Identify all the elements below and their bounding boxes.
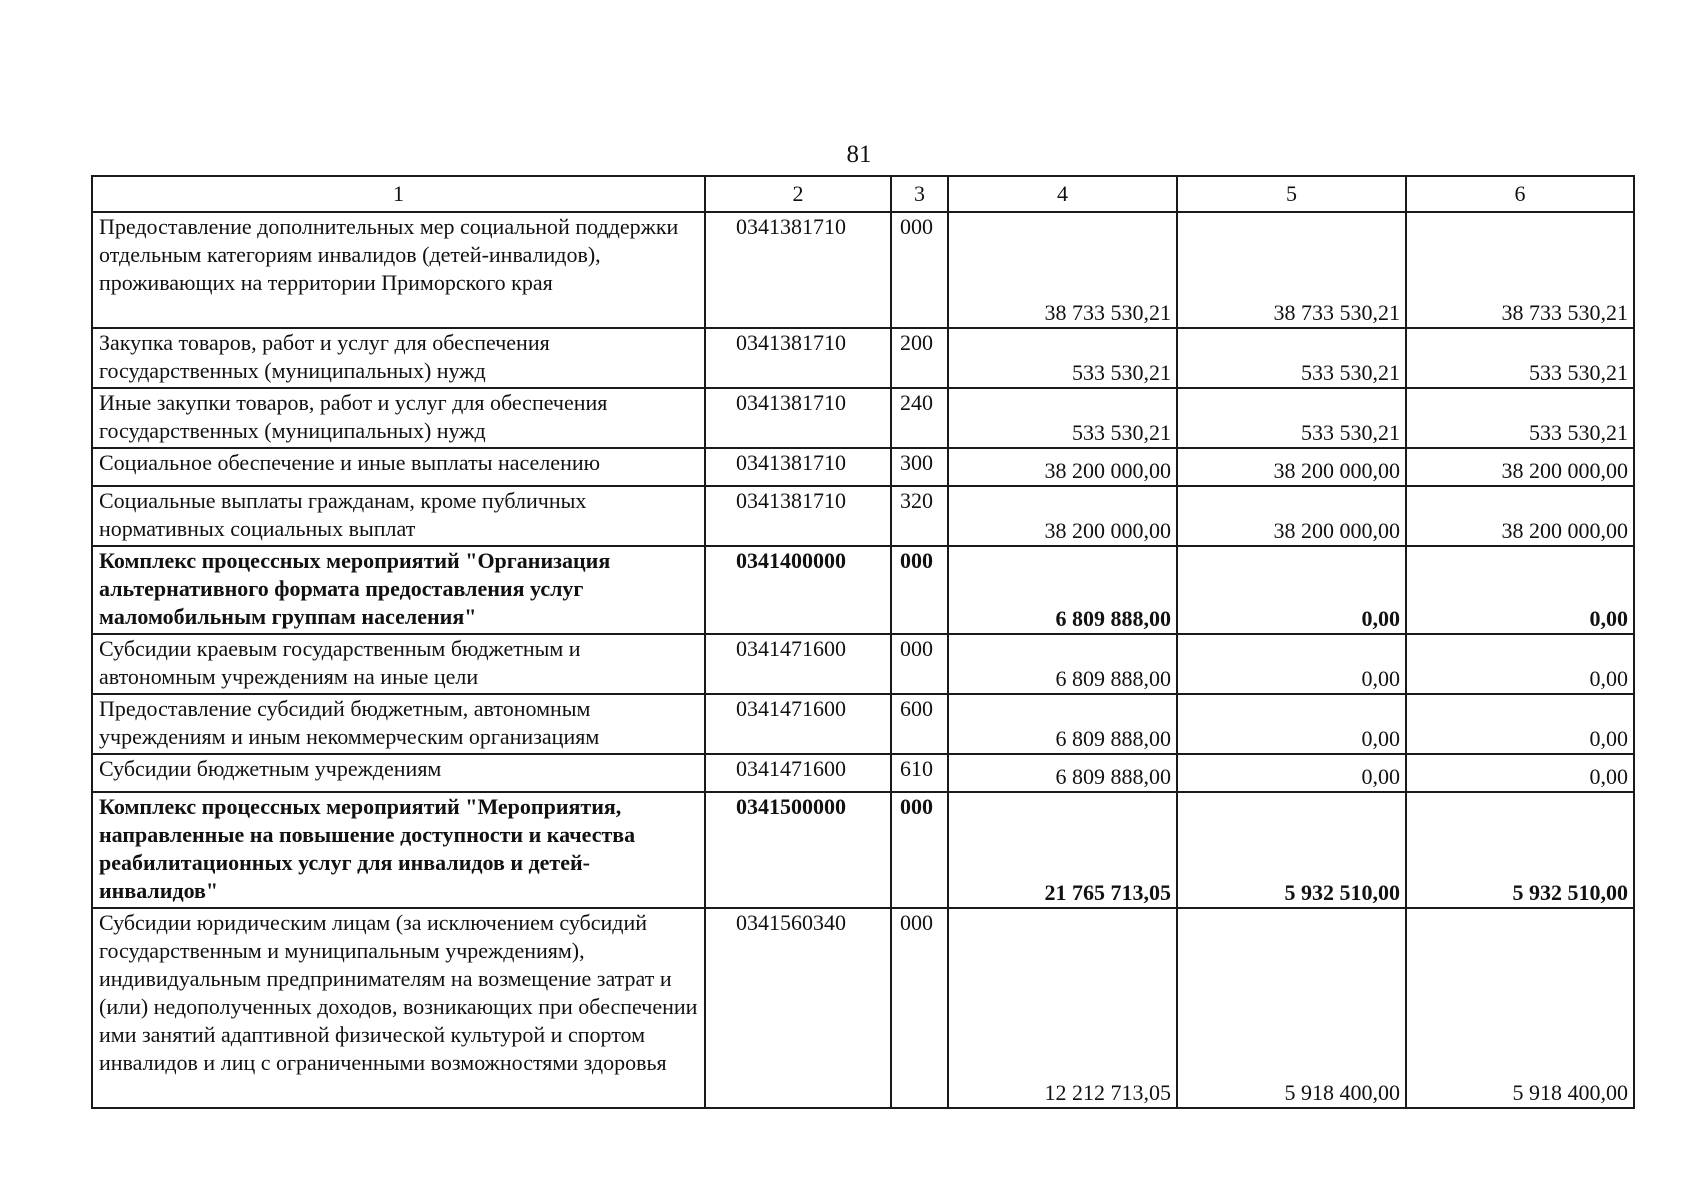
row-amount-col6: 0,00 — [1406, 546, 1634, 634]
header-col-1: 1 — [92, 176, 705, 212]
budget-table — [91, 175, 1635, 1109]
row-amount-col4: 533 530,21 — [948, 388, 1177, 448]
header-col-6: 6 — [1406, 176, 1634, 212]
row-code-cell: 0341471600 — [705, 634, 891, 694]
table-row — [92, 908, 1634, 1108]
table-body — [92, 212, 1634, 1108]
row-amount-col4: 21 765 713,05 — [948, 792, 1177, 908]
row-amount-col4: 38 733 530,21 — [948, 212, 1177, 328]
row-code-cell: 0341500000 — [705, 792, 891, 908]
header-col-5: 5 — [1177, 176, 1406, 212]
row-amount-col5: 533 530,21 — [1177, 328, 1406, 388]
table-row — [92, 546, 1634, 634]
row-name-cell: Комплекс процессных мероприятий "Организация альтернативного формата предоставления услуг маломобильным группам населения" — [92, 546, 705, 634]
row-kvr-cell: 000 — [891, 212, 948, 328]
row-code-cell: 0341381710 — [705, 328, 891, 388]
row-amount-col6: 0,00 — [1406, 754, 1634, 792]
row-amount-col4: 12 212 713,05 — [948, 908, 1177, 1108]
row-name-cell: Предоставление субсидий бюджетным, автономным учреждениям и иным некоммерческим организациям — [92, 694, 705, 754]
row-kvr-cell: 610 — [891, 754, 948, 792]
row-amount-col6: 38 200 000,00 — [1406, 448, 1634, 486]
row-code-cell: 0341471600 — [705, 694, 891, 754]
header-col-3: 3 — [891, 176, 948, 212]
row-amount-col5: 0,00 — [1177, 546, 1406, 634]
row-amount-col5: 533 530,21 — [1177, 388, 1406, 448]
row-amount-col4: 533 530,21 — [948, 328, 1177, 388]
row-amount-col6: 533 530,21 — [1406, 388, 1634, 448]
table-row — [92, 634, 1634, 694]
row-kvr-cell: 000 — [891, 792, 948, 908]
row-code-cell: 0341381710 — [705, 486, 891, 546]
table-row — [92, 486, 1634, 546]
table-row — [92, 448, 1634, 486]
header-col-2: 2 — [705, 176, 891, 212]
table-row — [92, 792, 1634, 908]
row-code-cell: 0341400000 — [705, 546, 891, 634]
page-number: 81 — [846, 141, 872, 168]
row-kvr-cell: 300 — [891, 448, 948, 486]
row-amount-col6: 0,00 — [1406, 694, 1634, 754]
row-kvr-cell: 000 — [891, 634, 948, 694]
row-amount-col4: 38 200 000,00 — [948, 486, 1177, 546]
row-amount-col5: 38 200 000,00 — [1177, 486, 1406, 546]
row-code-cell: 0341381710 — [705, 212, 891, 328]
header-col-4: 4 — [948, 176, 1177, 212]
row-amount-col4: 6 809 888,00 — [948, 694, 1177, 754]
row-amount-col6: 5 932 510,00 — [1406, 792, 1634, 908]
row-amount-col5: 38 733 530,21 — [1177, 212, 1406, 328]
row-amount-col4: 6 809 888,00 — [948, 546, 1177, 634]
row-kvr-cell: 320 — [891, 486, 948, 546]
row-name-cell: Субсидии бюджетным учреждениям — [92, 754, 705, 792]
row-amount-col5: 0,00 — [1177, 634, 1406, 694]
row-amount-col6: 38 733 530,21 — [1406, 212, 1634, 328]
row-amount-col5: 0,00 — [1177, 694, 1406, 754]
row-name-cell: Предоставление дополнительных мер социальной поддержки отдельным категориям инвалидов (детей-инвалидов), проживающих на территории Приморского края — [92, 212, 705, 328]
table-row — [92, 328, 1634, 388]
table-row — [92, 212, 1634, 328]
row-kvr-cell: 000 — [891, 546, 948, 634]
row-kvr-cell: 600 — [891, 694, 948, 754]
row-name-cell: Комплекс процессных мероприятий "Мероприятия, направленные на повышение доступности и качества реабилитационных услуг для инвалидов и детей-инвалидов" — [92, 792, 705, 908]
row-amount-col5: 0,00 — [1177, 754, 1406, 792]
row-amount-col5: 38 200 000,00 — [1177, 448, 1406, 486]
row-code-cell: 0341381710 — [705, 388, 891, 448]
row-name-cell: Субсидии юридическим лицам (за исключением субсидий государственным и муниципальным учреждениям), индивидуальным предпринимателям на возмещение затрат и (или) недополученных доходов, возникающих при обеспечении ими занятий адаптивной физической культурой и спортом инвалидов и лиц с ограниченными возможностями здоровья — [92, 908, 705, 1108]
table-row — [92, 754, 1634, 792]
table-row — [92, 694, 1634, 754]
row-amount-col6: 38 200 000,00 — [1406, 486, 1634, 546]
row-kvr-cell: 240 — [891, 388, 948, 448]
row-amount-col4: 6 809 888,00 — [948, 634, 1177, 694]
table-row — [92, 388, 1634, 448]
row-amount-col6: 5 918 400,00 — [1406, 908, 1634, 1108]
row-name-cell: Социальные выплаты гражданам, кроме публичных нормативных социальных выплат — [92, 486, 705, 546]
row-amount-col4: 38 200 000,00 — [948, 448, 1177, 486]
header-row — [92, 176, 1634, 212]
row-code-cell: 0341471600 — [705, 754, 891, 792]
row-amount-col4: 6 809 888,00 — [948, 754, 1177, 792]
row-name-cell: Субсидии краевым государственным бюджетным и автономным учреждениям на иные цели — [92, 634, 705, 694]
row-kvr-cell: 200 — [891, 328, 948, 388]
row-amount-col5: 5 932 510,00 — [1177, 792, 1406, 908]
row-amount-col6: 0,00 — [1406, 634, 1634, 694]
row-kvr-cell: 000 — [891, 908, 948, 1108]
row-code-cell: 0341381710 — [705, 448, 891, 486]
row-name-cell: Иные закупки товаров, работ и услуг для обеспечения государственных (муниципальных) нужд — [92, 388, 705, 448]
row-amount-col5: 5 918 400,00 — [1177, 908, 1406, 1108]
row-amount-col6: 533 530,21 — [1406, 328, 1634, 388]
row-name-cell: Закупка товаров, работ и услуг для обеспечения государственных (муниципальных) нужд — [92, 328, 705, 388]
row-name-cell: Социальное обеспечение и иные выплаты населению — [92, 448, 705, 486]
row-code-cell: 0341560340 — [705, 908, 891, 1108]
